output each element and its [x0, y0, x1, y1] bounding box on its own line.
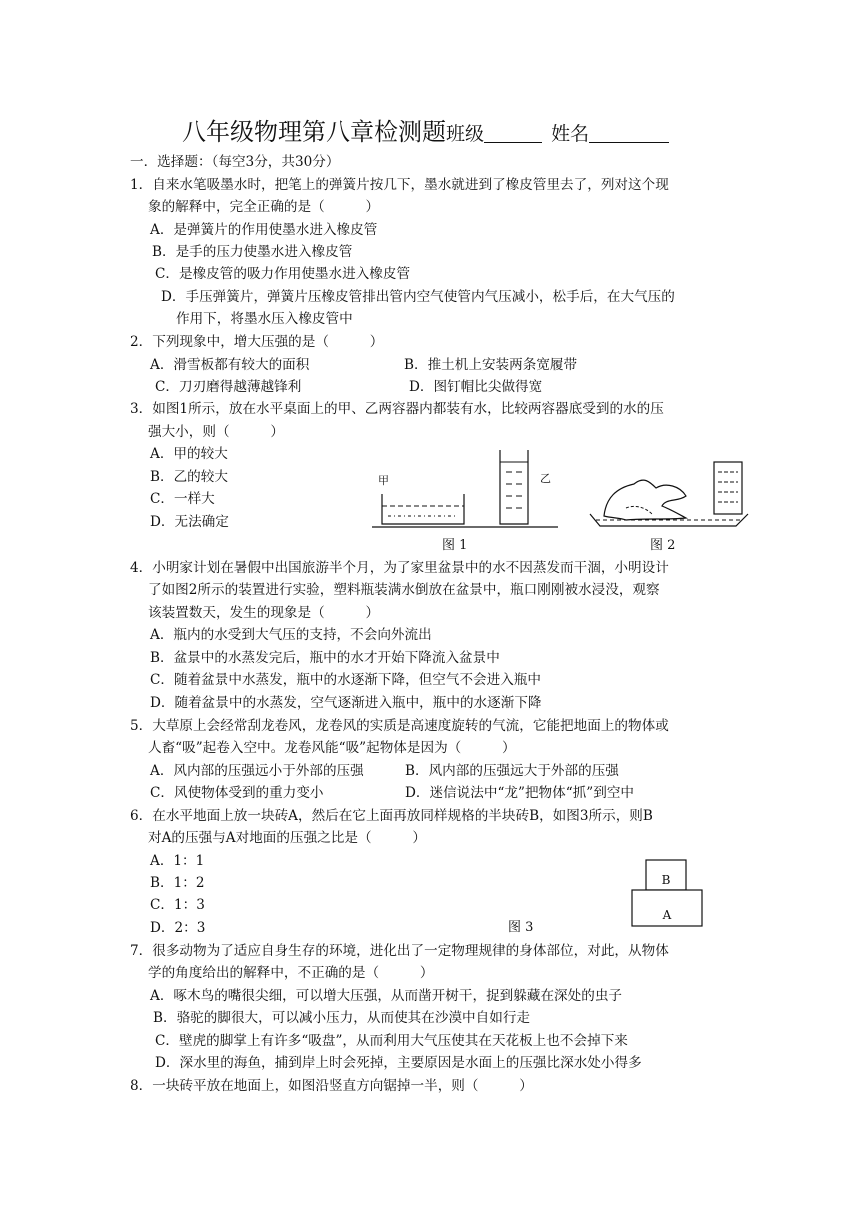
class-label: 班级 [446, 123, 485, 145]
q2-option-d: D．图钉帽比尖做得宽 [409, 379, 543, 395]
q3-option-c: C．一样大 [150, 491, 215, 507]
q4-option-b: B．盆景中的水蒸发完后，瓶中的水才开始下降流入盆景中 [150, 650, 500, 666]
fig1-label-yi: 乙 [540, 472, 551, 485]
fig1-caption: 图 1 [442, 538, 468, 553]
q4-stem-line2: 了如图2所示的装置进行实验，塑料瓶装满水倒放在盆景中，瓶口刚刚被水浸没，观察 [148, 582, 660, 598]
q1-option-b: B．是手的压力使墨水进入橡皮管 [152, 244, 353, 260]
q3-stem-line2: 强大小，则（ ） [148, 424, 284, 440]
fig1-water-yi [506, 472, 522, 508]
q1-stem-line2: 象的解释中，完全正确的是（ ） [148, 199, 380, 215]
q1-stem-line1: 1．自来水笔吸墨水时，把笔上的弹簧片按几下，墨水就进到了橡皮管里去了，列对这个现 [130, 177, 669, 193]
q4-option-d: D．随着盆景中的水蒸发，空气逐渐进入瓶中，瓶中的水逐渐下降 [150, 695, 542, 711]
q1-option-d-line1: D．手压弹簧片，弹簧片压橡皮管排出管内空气使管内气压减小，松手后，在大气压的 [161, 289, 675, 305]
figure-2 [586, 458, 766, 533]
q3-stem-line1: 3．如图1所示，放在水平桌面上的甲、乙两容器内都装有水，比较两容器底受到的水的压 [130, 401, 664, 417]
q5-option-d: D．迷信说法中“龙”把物体“抓”到空中 [405, 785, 635, 801]
q2-option-a: A．滑雪板都有较大的面积 [150, 357, 310, 373]
q2-stem: 2．下列现象中，增大压强的是（ ） [130, 334, 384, 350]
q6-stem-line1: 6．在水平地面上放一块砖A，然后在它上面再放同样规格的半块砖B，如图3所示，则B [130, 808, 653, 824]
q6-stem-line2: 对A的压强与A对地面的压强之比是（ ） [148, 830, 426, 846]
fig3-label-a: A [662, 908, 672, 922]
fig2-plant [604, 480, 686, 520]
q1-option-d-line2: 作用下，将墨水压入橡皮管中 [176, 311, 353, 327]
q6-option-a: A．1：1 [150, 853, 205, 869]
fig1-container-yi [500, 450, 528, 524]
name-label: 姓名 [551, 123, 590, 145]
q6-option-d: D．2：3 [150, 920, 206, 936]
q7-option-d: D．深水里的海鱼，捕到岸上时会死掉，主要原因是水面上的压强比深水处小得多 [155, 1055, 642, 1071]
q7-stem-line2: 学的角度给出的解释中，不正确的是（ ） [148, 965, 434, 981]
section-heading: 一．选择题：（每空3分，共30分） [130, 154, 340, 170]
q5-stem-line2: 人畜“吸”起卷入空中。龙卷风能“吸”起物体是因为（ ） [148, 740, 516, 756]
q4-option-a: A．瓶内的水受到大气压的支持，不会向外流出 [150, 627, 432, 643]
q7-option-b: B．骆驼的脚很大，可以减小压力，从而使其在沙漠中自如行走 [153, 1010, 531, 1026]
q2-option-c: C．刀刃磨得越薄越锋利 [155, 379, 302, 395]
name-blank[interactable] [589, 122, 669, 143]
q5-stem-line1: 5．大草原上会经常刮龙卷风，龙卷风的实质是高速度旋转的气流，它能把地面上的物体或 [130, 718, 669, 734]
q3-option-b: B．乙的较大 [150, 469, 228, 485]
q5-option-c: C．风使物体受到的重力变小 [150, 785, 324, 801]
q2-option-b: B．推土机上安装两条宽履带 [404, 357, 578, 373]
q7-option-a: A．啄木鸟的嘴很尖细，可以增大压强，从而凿开树干，捉到躲藏在深处的虫子 [150, 988, 623, 1004]
q3-option-a: A．甲的较大 [150, 446, 228, 462]
q7-stem-line1: 7．很多动物为了适应自身生存的环境，进化出了一定物理规律的身体部位，对此，从物体 [130, 943, 669, 959]
header [182, 112, 669, 147]
q7-option-c: C．壁虎的脚掌上有许多“吸盘”，从而利用大气压使其在天花板上也不会掉下来 [155, 1033, 628, 1049]
q4-stem-line3: 该装置数天，发生的现象是（ ） [148, 605, 380, 621]
q5-option-b: B．风内部的压强远大于外部的压强 [405, 763, 619, 779]
fig3-caption: 图 3 [508, 920, 534, 935]
q1-option-c: C．是橡皮管的吸力作用使墨水进入橡皮管 [155, 266, 411, 282]
q3-option-d: D．无法确定 [150, 514, 229, 530]
q4-stem-line1: 4．小明家计划在暑假中出国旅游半个月，为了家里盆景中的水不因蒸发而干涸，小明设计 [130, 560, 669, 576]
fig1-label-jia: 甲 [378, 474, 389, 487]
q6-option-b: B．1：2 [150, 875, 205, 891]
fig2-caption: 图 2 [650, 538, 676, 553]
page-title: 八年级物理第八章检测题 [182, 118, 446, 146]
fig3-label-b: B [661, 873, 671, 887]
q1-option-a: A．是弹簧片的作用使墨水进入橡皮管 [150, 222, 378, 238]
figure-3 [628, 856, 708, 930]
q6-option-c: C．1：3 [150, 897, 205, 913]
q4-option-c: C．随着盆景中水蒸发，瓶中的水逐渐下降，但空气不会进入瓶中 [150, 672, 542, 688]
q5-option-a: A．风内部的压强远小于外部的压强 [150, 763, 364, 779]
fig1-container-jia [382, 494, 464, 524]
q8-stem: 8．一块砖平放在地面上，如图沿竖直方向锯掉一半，则（ ） [130, 1078, 533, 1094]
fig2-bottle [714, 462, 742, 514]
figure-1 [368, 444, 568, 534]
class-blank[interactable] [484, 122, 542, 143]
